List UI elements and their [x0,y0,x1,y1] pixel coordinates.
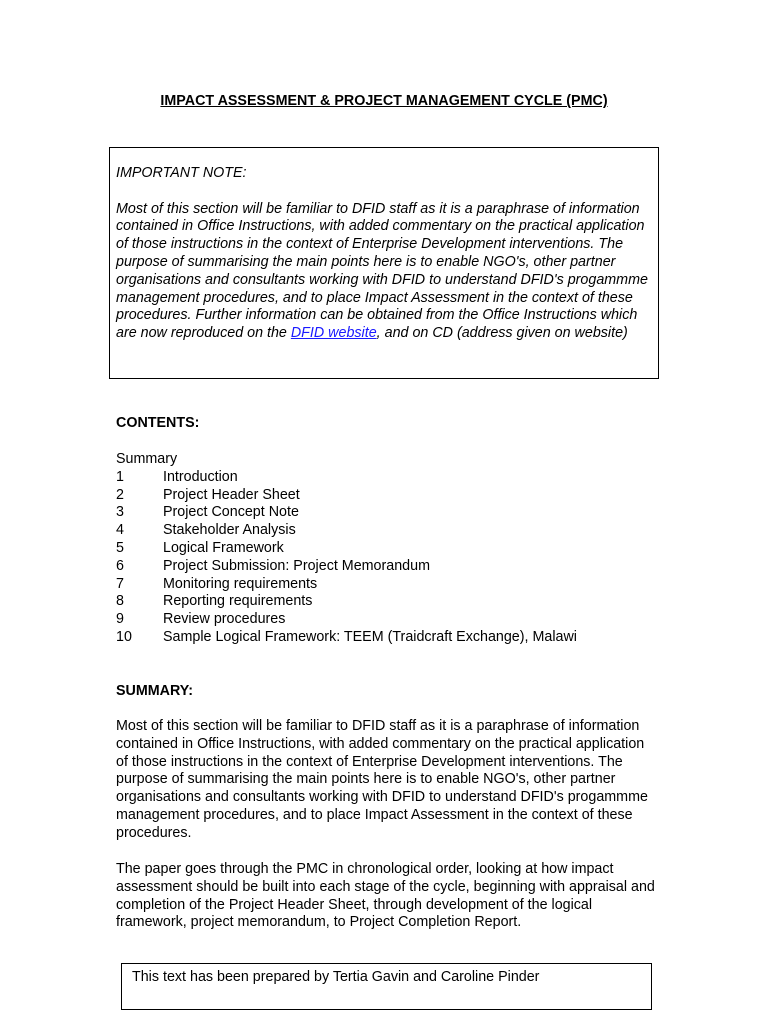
contents-item-number: 1 [116,468,124,485]
contents-item [116,540,676,558]
contents-item-label: Sample Logical Framework: TEEM (Traidcraft Exchange), Malawi [163,628,577,645]
contents-item [116,611,676,629]
credit-text: This text has been prepared by Tertia Gavin and Caroline Pinder [132,969,540,985]
contents-item-number: 10 [116,628,132,645]
contents-item [116,469,676,487]
contents-item-number: 9 [116,611,124,628]
contents-item-number: 5 [116,539,124,556]
contents-summary-item: Summary [116,451,178,467]
summary-paragraph-2: The paper goes through the PMC in chronological order, looking at how impact assessment should be built into each stage of the cycle, beginning with appraisal and completion of the Project Header Sheet, through development of the logical framework, project memorandum, to Project Completion Report. [116,861,655,931]
important-note-body: Most of this section will be familiar to DFID staff as it is a paraphrase of information contained in Office Instructions, with added commentary on the practical application of those instructions in the context of Enterprise Development interventions. The purpose of summarising the main points here is to enable NGO's, other partner organisations and consultants working with DFID to understand DFID's progammme management procedures, and to place Impact Assessment in the context of these procedures. Further information can be obtained from the Office Instructions which are now reproduced on the [116,200,648,342]
contents-item-number: 8 [116,593,124,610]
contents-item-label: Monitoring requirements [163,575,318,592]
important-note-label: IMPORTANT NOTE: [116,165,247,181]
contents-item-number: 3 [116,504,124,521]
contents-item [116,522,676,540]
contents-item-label: Project Submission: Project Memorandum [163,557,430,574]
dfid-website-link[interactable]: DFID website [290,325,377,342]
page-title: IMPACT ASSESSMENT & PROJECT MANAGEMENT CYCLE (PMC) [160,93,608,109]
contents-item [116,504,676,522]
contents-list [116,451,676,647]
contents-item-number: 6 [116,557,124,574]
contents-item-label: Stakeholder Analysis [163,522,296,539]
contents-item [116,487,676,505]
contents-item [116,593,676,611]
contents-item-label: Project Header Sheet [163,486,300,503]
contents-item-number: 7 [116,575,124,592]
contents-item-label: Logical Framework [163,539,284,556]
contents-item [116,558,676,576]
credit-box [121,963,652,1010]
contents-item [116,629,676,647]
contents-item-label: Project Concept Note [163,504,299,521]
summary-heading: SUMMARY: [116,683,194,699]
contents-heading: CONTENTS: [116,415,200,431]
summary-paragraph-1: Most of this section will be familiar to DFID staff as it is a paraphrase of information contained in Office Instructions, with added commentary on the practical application of those instructions in the context of Enterprise Development interventions. The purpose of summarising the main points here is to enable NGO's, other partner organisations and consultants working with DFID to understand DFID's progammme management procedures, and to place Impact Assessment in the context of these procedures. [116,718,648,841]
contents-item-label: Review procedures [163,611,286,628]
important-note-box [109,147,659,379]
important-note-text [116,201,652,343]
contents-item-number: 4 [116,522,124,539]
contents-item-label: Reporting requirements [163,593,313,610]
contents-item-label: Introduction [163,468,238,485]
important-note-tail: , and on CD (address given on website) [376,325,628,342]
contents-item-number: 2 [116,486,124,503]
contents-item [116,576,676,594]
